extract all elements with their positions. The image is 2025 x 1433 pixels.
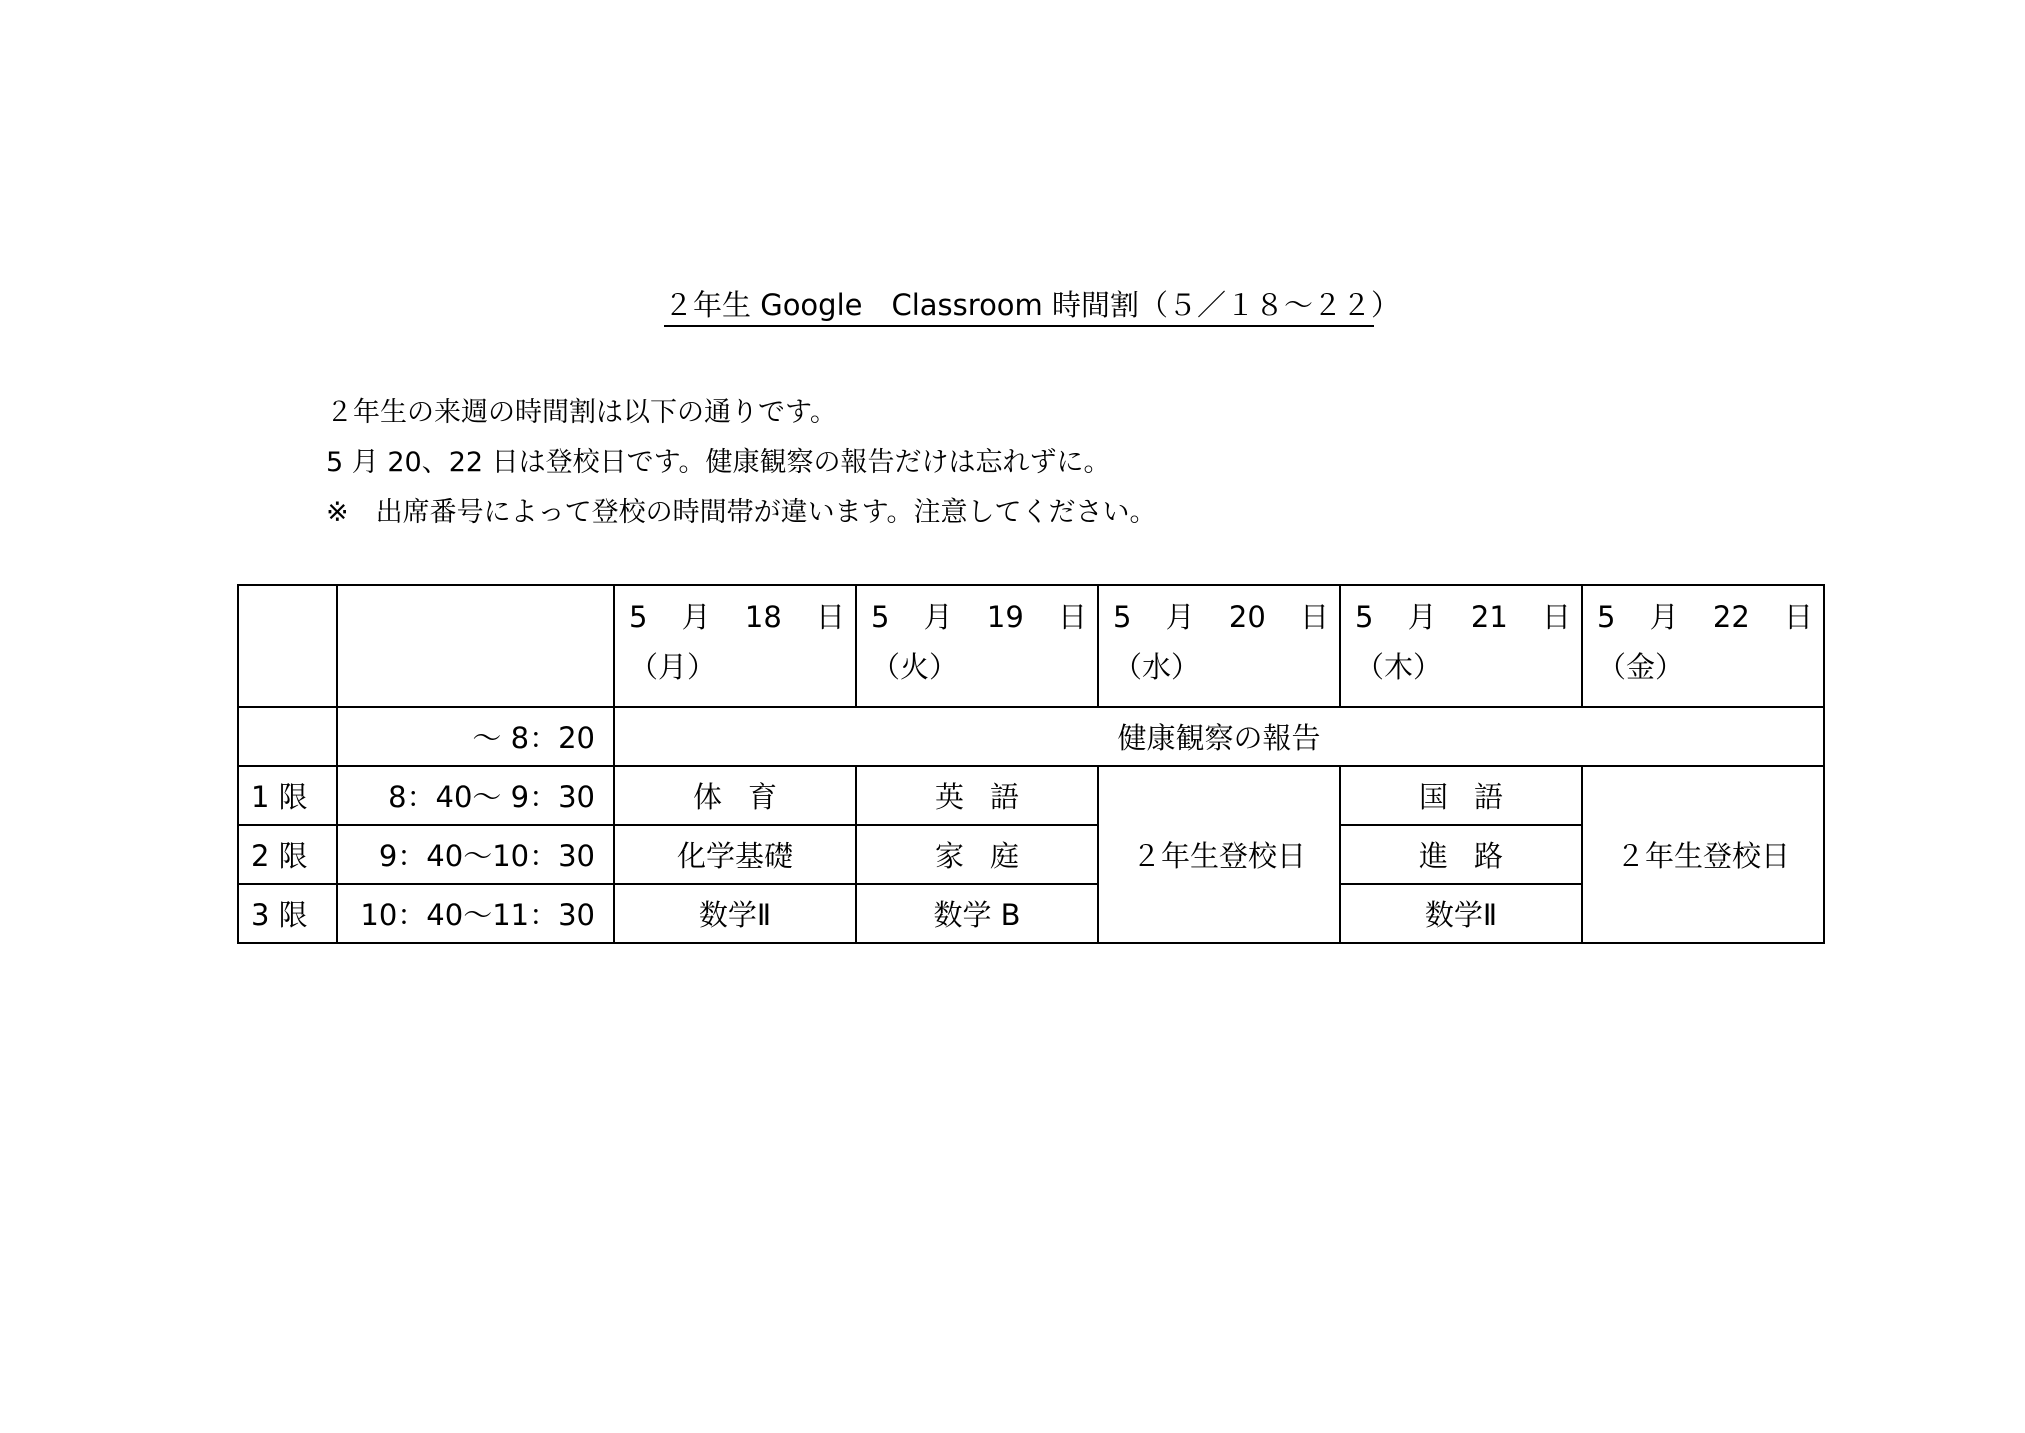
weekday: （木） [1355,650,1443,684]
period-label: 2 限 [238,825,337,884]
header-row [238,585,1824,707]
school-day-cell: ２年生登校日 [1582,766,1824,943]
month-unit: 月 [681,600,711,634]
period-time: 9：40～10：30 [337,825,614,884]
subject-cell: 数学Ⅱ [614,884,856,943]
month-unit: 月 [1649,600,1679,634]
header-empty-cell [238,585,337,707]
weekday: （金） [1597,650,1685,684]
weekday: （水） [1113,650,1201,684]
period-label: 1 限 [238,766,337,825]
day-header [614,585,856,707]
weekday: （火） [871,650,959,684]
date: 19 [986,600,1024,634]
health-time: ～ 8：20 [337,707,614,766]
date-unit: 日 [1057,600,1087,634]
subject-cell: 英語 [856,766,1098,825]
day-header [1582,585,1824,707]
weekday: （月） [629,650,717,684]
day-header [1098,585,1340,707]
month: 5 [1355,600,1374,634]
timetable [237,584,1825,944]
month-unit: 月 [1407,600,1437,634]
page-title: ２年生 Google Classroom 時間割（５／１８～２２） [664,286,1374,327]
subject-cell: 化学基礎 [614,825,856,884]
date: 21 [1470,600,1508,634]
date: 22 [1712,600,1750,634]
subject-cell: 体育 [614,766,856,825]
date: 20 [1228,600,1266,634]
period-time: 10：40～11：30 [337,884,614,943]
period-row-1 [238,766,1824,825]
date-unit: 日 [815,600,845,634]
subject-cell: 国語 [1340,766,1582,825]
month-unit: 月 [923,600,953,634]
month: 5 [1113,600,1132,634]
health-empty-cell [238,707,337,766]
day-header [1340,585,1582,707]
month: 5 [871,600,890,634]
date-unit: 日 [1541,600,1571,634]
subject-cell: 進路 [1340,825,1582,884]
month: 5 [629,600,648,634]
date-unit: 日 [1783,600,1813,634]
note-line: ※ 出席番号によって登校の時間帯が違います。注意してください。 [326,497,1157,528]
note-line: 5 月 20、22 日は登校日です。健康観察の報告だけは忘れずに。 [326,447,1111,478]
day-header [856,585,1098,707]
health-report-label: 健康観察の報告 [614,707,1824,766]
period-time: 8：40～ 9：30 [337,766,614,825]
subject-cell: 数学Ⅱ [1340,884,1582,943]
date-unit: 日 [1299,600,1329,634]
health-row [238,707,1824,766]
subject-cell: 家庭 [856,825,1098,884]
month: 5 [1597,600,1616,634]
period-label: 3 限 [238,884,337,943]
header-empty-cell [337,585,614,707]
month-unit: 月 [1165,600,1195,634]
note-line: ２年生の来週の時間割は以下の通りです。 [326,397,837,428]
notes [326,388,1156,538]
subject-cell: 数学 B [856,884,1098,943]
date: 18 [744,600,782,634]
school-day-cell: ２年生登校日 [1098,766,1340,943]
